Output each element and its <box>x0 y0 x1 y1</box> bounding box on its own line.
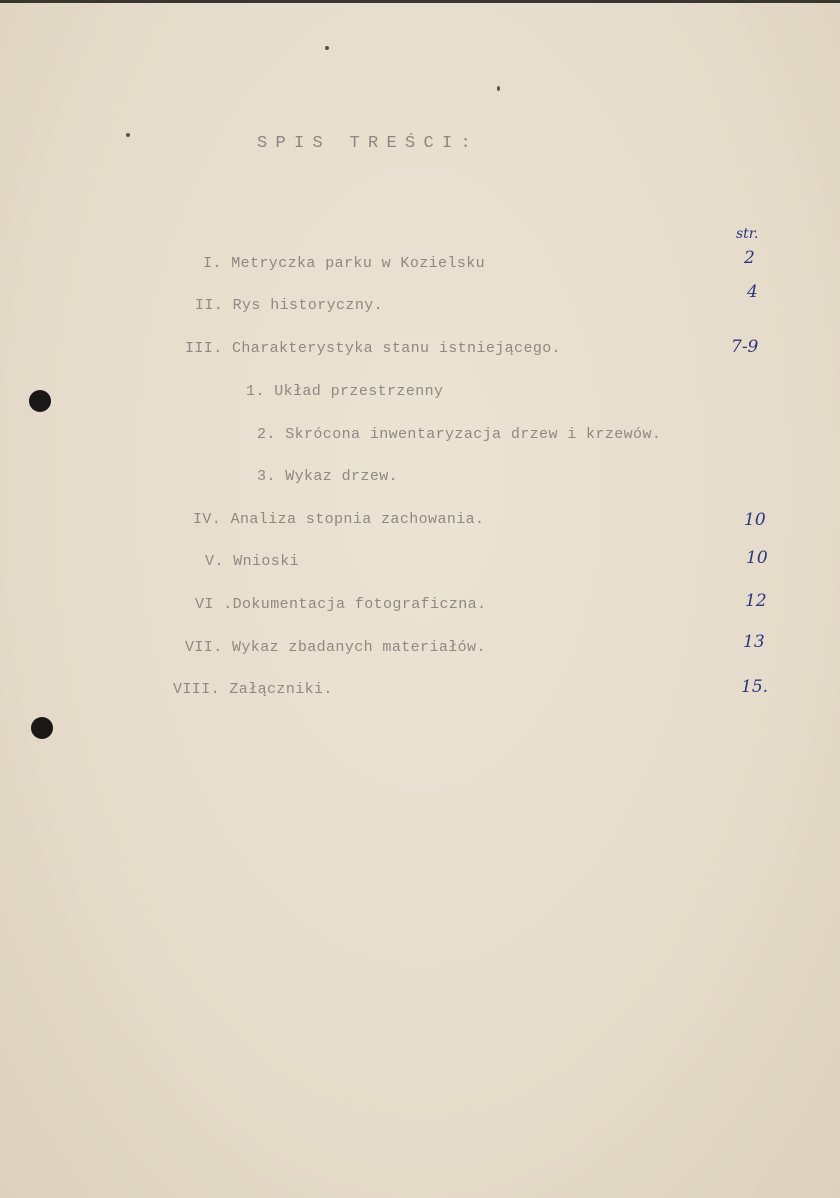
toc-subentry: 1. Układ przestrzenny <box>246 383 444 400</box>
page-number: 7-9 <box>731 337 759 357</box>
punch-hole-top <box>29 390 51 412</box>
toc-entry: II. Rys historyczny. <box>195 297 384 314</box>
page-column-label: str. <box>736 226 759 242</box>
toc-subentry: 3. Wykaz drzew. <box>257 468 399 485</box>
page-number: 12 <box>745 591 767 611</box>
toc-entry: VII. Wykaz zbadanych materiałów. <box>185 639 486 656</box>
page-number: 10 <box>746 548 768 568</box>
speck <box>497 86 500 91</box>
toc-entry: I. Metryczka parku w Kozielsku <box>203 255 486 272</box>
top-edge <box>0 0 840 3</box>
toc-entry: VI .Dokumentacja fotograficzna. <box>195 596 487 613</box>
toc-title: SPIS TREŚCI: <box>257 134 480 153</box>
toc-subentry: 2. Skrócona inwentaryzacja drzew i krzewów. <box>257 426 662 443</box>
page-number: 10 <box>744 510 766 530</box>
speck <box>126 133 130 137</box>
toc-entry: VIII. Załączniki. <box>173 681 333 698</box>
speck <box>325 46 329 50</box>
toc-entry: III. Charakterystyka stanu istniejącego. <box>185 340 562 357</box>
page-number: 13 <box>743 632 765 652</box>
toc-entry: IV. Analiza stopnia zachowania. <box>193 511 485 528</box>
punch-hole-bottom <box>31 717 53 739</box>
page-number: 15. <box>741 677 769 697</box>
toc-entry: V. Wnioski <box>205 553 300 570</box>
page-number: 2 <box>744 248 755 268</box>
page-number: 4 <box>747 282 758 302</box>
